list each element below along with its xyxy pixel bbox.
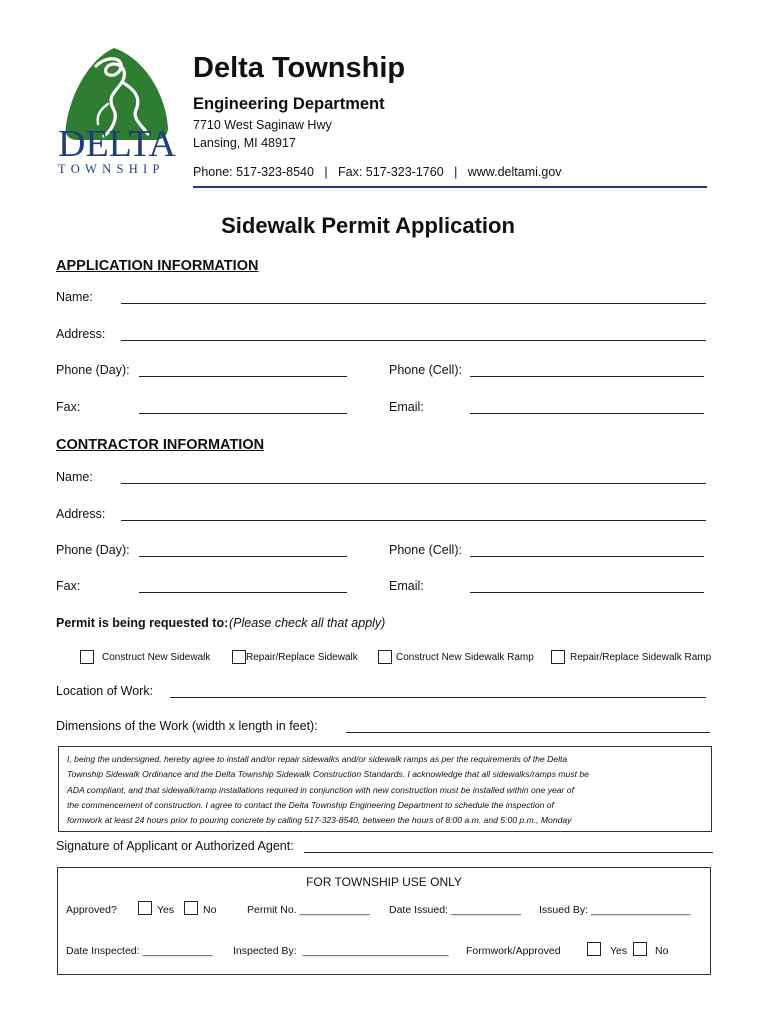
permit-number-field[interactable]: Permit No. ____________: [247, 904, 370, 916]
date-inspected-field[interactable]: Date Inspected: ____________: [66, 945, 213, 957]
agreement-line-1: I, being the undersigned, hereby agree to install and/or repair sidewalks and/or sidewalk ramps as per the requirements of the Delta: [67, 754, 568, 764]
signature-field[interactable]: [304, 852, 713, 853]
contractor-heading: CONTRACTOR INFORMATION: [56, 437, 265, 453]
app-address-label: Address:: [56, 327, 106, 341]
option-construct-ramp-label: Construct New Sidewalk Ramp: [396, 652, 534, 663]
agreement-box: [58, 746, 712, 832]
approved-yes-checkbox[interactable]: [138, 901, 152, 915]
app-fax-field[interactable]: [139, 413, 347, 414]
app-address-field[interactable]: [121, 340, 706, 341]
con-name-field[interactable]: [121, 483, 706, 484]
header-rule: [193, 186, 707, 188]
option-repair-sidewalk-label: Repair/Replace Sidewalk: [246, 652, 358, 663]
agreement-line-2: Township Sidewalk Ordinance and the Delta Township Sidewalk Construction Standards. I acknowledge that all sidewalks/ramps must be: [67, 769, 589, 780]
option-repair-sidewalk-checkbox[interactable]: [232, 650, 246, 664]
agreement-line-4: the commencement of construction. I agree to contact the Delta Township Engineering Department to schedule the inspection of: [67, 799, 554, 810]
approved-no-label: No: [203, 904, 217, 916]
app-fax-label: Fax:: [56, 400, 81, 414]
app-phone-cell-label: Phone (Cell):: [389, 363, 462, 377]
department-name: Engineering Department: [193, 95, 385, 113]
dimensions-label: Dimensions of the Work (width x length in feet):: [56, 719, 318, 733]
permit-label: Permit is being requested to:: [56, 616, 229, 630]
address-line-2: Lansing, MI 48917: [193, 136, 296, 150]
app-phone-day-field[interactable]: [139, 376, 347, 377]
option-construct-sidewalk-checkbox[interactable]: [80, 650, 94, 664]
app-phone-day-label: Phone (Day):: [56, 363, 130, 377]
con-phone-cell-label: Phone (Cell):: [389, 543, 462, 557]
con-phone-cell-field[interactable]: [470, 556, 704, 557]
con-address-label: Address:: [56, 507, 106, 521]
formwork-yes-label: Yes: [610, 945, 628, 957]
dimensions-field[interactable]: [346, 732, 710, 733]
logo-word: DELTA: [58, 123, 176, 165]
signature-label: Signature of Applicant or Authorized Agent:: [56, 839, 294, 853]
app-phone-cell-field[interactable]: [470, 376, 704, 377]
approved-label: Approved?: [66, 904, 117, 916]
approved-no-checkbox[interactable]: [184, 901, 198, 915]
con-email-field[interactable]: [470, 592, 704, 593]
location-field[interactable]: [170, 697, 706, 698]
con-fax-label: Fax:: [56, 579, 81, 593]
agreement-line-3: ADA compliant, and that sidewalk/ramp installations required in conjunction with new construction must be installed within one year of: [67, 784, 574, 795]
con-name-label: Name:: [56, 470, 93, 484]
address-line-1: 7710 West Saginaw Hwy: [193, 118, 332, 132]
approved-yes-label: Yes: [157, 904, 175, 916]
app-email-field[interactable]: [470, 413, 704, 414]
application-heading: APPLICATION INFORMATION: [56, 258, 259, 274]
option-construct-ramp-checkbox[interactable]: [378, 650, 392, 664]
formwork-yes-checkbox[interactable]: [587, 942, 601, 956]
con-email-label: Email:: [389, 579, 424, 593]
location-label: Location of Work:: [56, 684, 154, 698]
formwork-no-label: No: [655, 945, 669, 957]
con-fax-field[interactable]: [139, 592, 347, 593]
township-use-heading: FOR TOWNSHIP USE ONLY: [306, 875, 462, 889]
app-name-field[interactable]: [121, 303, 706, 304]
inspected-by-field[interactable]: Inspected By: _________________________: [233, 945, 449, 957]
app-name-label: Name:: [56, 290, 93, 304]
con-phone-day-label: Phone (Day):: [56, 543, 130, 557]
con-address-field[interactable]: [121, 520, 706, 521]
option-construct-sidewalk-label: Construct New Sidewalk: [102, 652, 211, 663]
contact-line: Phone: 517-323-8540 | Fax: 517-323-1760 | www.deltami.gov: [193, 165, 562, 179]
delta-logo: [56, 44, 178, 182]
agreement-line-5: formwork at least 24 hours prior to pouring concrete by calling 517-323-8540, between the hours of 8:00 a.m. and 5:00 p.m., Monday: [67, 815, 572, 826]
option-repair-ramp-checkbox[interactable]: [551, 650, 565, 664]
formwork-label: Formwork/Approved: [466, 945, 561, 957]
formwork-no-checkbox[interactable]: [633, 942, 647, 956]
form-title: Sidewalk Permit Application: [221, 213, 515, 238]
org-name: Delta Township: [193, 52, 406, 84]
logo-subword: TOWNSHIP: [58, 162, 165, 176]
permit-hint: (Please check all that apply): [229, 616, 386, 630]
date-issued-field[interactable]: Date Issued: ____________: [389, 904, 521, 916]
issued-by-field[interactable]: Issued By: _________________: [539, 904, 691, 916]
con-phone-day-field[interactable]: [139, 556, 347, 557]
app-email-label: Email:: [389, 400, 424, 414]
option-repair-ramp-label: Repair/Replace Sidewalk Ramp: [570, 652, 712, 663]
